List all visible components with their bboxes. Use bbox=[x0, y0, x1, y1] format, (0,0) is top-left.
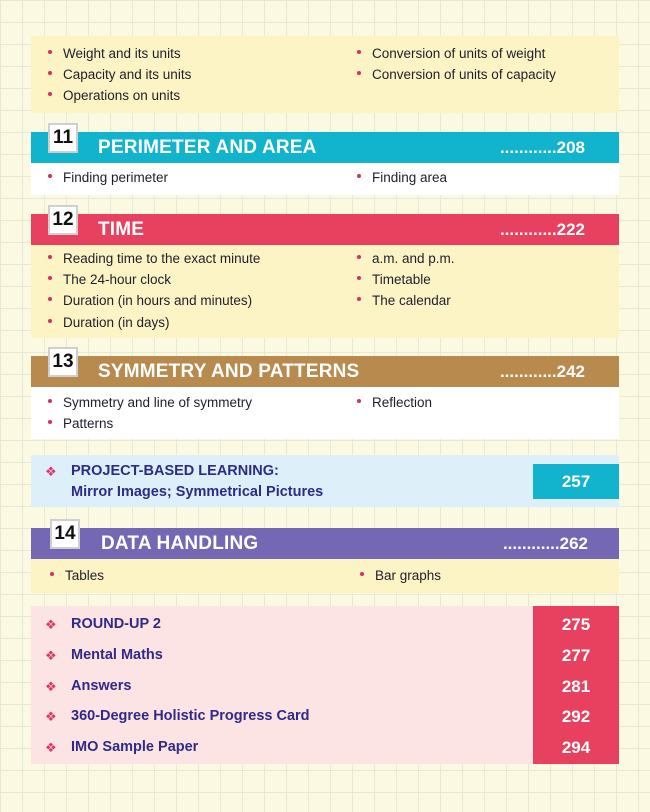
extra-item-page: 275 bbox=[561, 615, 591, 634]
topic-item: The 24-hour clock bbox=[48, 272, 171, 287]
diamond-bullet-icon: ❖ bbox=[45, 464, 57, 479]
chapter-page: ............242 bbox=[499, 362, 585, 381]
diamond-bullet-icon: ❖ bbox=[45, 679, 57, 694]
topic-item: Weight and its units bbox=[48, 46, 181, 61]
extra-item-label[interactable]: ROUND-UP 2 bbox=[71, 616, 161, 632]
chapter-title: SYMMETRY AND PATTERNS bbox=[98, 361, 360, 382]
topic-item: Symmetry and line of symmetry bbox=[48, 395, 252, 410]
chapter-number: 14 bbox=[50, 519, 80, 549]
extra-item-label[interactable]: 360-Degree Holistic Progress Card bbox=[71, 708, 310, 724]
chapter-title: TIME bbox=[98, 219, 145, 240]
extra-item-label[interactable]: Answers bbox=[71, 678, 132, 694]
extra-item-label[interactable]: IMO Sample Paper bbox=[71, 739, 199, 755]
topic-item: Capacity and its units bbox=[48, 67, 191, 82]
diamond-bullet-icon: ❖ bbox=[45, 648, 57, 663]
extra-item-page: 277 bbox=[561, 646, 591, 665]
topic-item: Finding perimeter bbox=[48, 170, 168, 185]
topic-item: Duration (in days) bbox=[48, 315, 170, 330]
topic-item: Tables bbox=[50, 568, 104, 583]
chapter-12-heading[interactable] bbox=[31, 209, 619, 245]
chapter-13-heading[interactable] bbox=[31, 351, 619, 387]
topic-item: Timetable bbox=[357, 272, 431, 287]
extra-item-label[interactable]: Mental Maths bbox=[71, 647, 163, 663]
project-subtitle: Mirror Images; Symmetrical Pictures bbox=[71, 484, 324, 500]
diamond-bullet-icon: ❖ bbox=[45, 740, 57, 755]
topic-item: Patterns bbox=[48, 416, 113, 431]
chapter-page: ............222 bbox=[499, 220, 585, 239]
topic-item: Conversion of units of capacity bbox=[357, 67, 556, 82]
topic-item: Reading time to the exact minute bbox=[48, 251, 260, 266]
extra-item-page: 281 bbox=[561, 677, 591, 696]
project-page-badge: 257 bbox=[533, 464, 619, 499]
chapter-11-heading[interactable] bbox=[31, 127, 619, 163]
chapter-14-heading[interactable] bbox=[31, 523, 619, 559]
extra-item-page: 294 bbox=[561, 738, 591, 757]
topic-item: Operations on units bbox=[48, 88, 180, 103]
topic-item: Duration (in hours and minutes) bbox=[48, 293, 252, 308]
topic-item: Conversion of units of weight bbox=[357, 46, 545, 61]
chapter-page: ............262 bbox=[502, 534, 588, 553]
topic-item: Reflection bbox=[357, 395, 432, 410]
chapter-number: 12 bbox=[48, 205, 78, 235]
diamond-bullet-icon: ❖ bbox=[45, 617, 57, 632]
topic-item: Bar graphs bbox=[360, 568, 441, 583]
extra-item-page: 292 bbox=[561, 707, 591, 726]
project-title: PROJECT-BASED LEARNING: bbox=[71, 463, 279, 479]
chapter-14-topics bbox=[31, 559, 619, 593]
chapter-title: PERIMETER AND AREA bbox=[98, 137, 317, 158]
diamond-bullet-icon: ❖ bbox=[45, 709, 57, 724]
topic-item: The calendar bbox=[357, 293, 451, 308]
chapter-title: DATA HANDLING bbox=[101, 533, 259, 554]
chapter-page: ............208 bbox=[499, 138, 585, 157]
chapter-number: 13 bbox=[48, 347, 78, 377]
chapter-number: 11 bbox=[48, 123, 78, 153]
topic-item: a.m. and p.m. bbox=[357, 251, 455, 266]
topic-item: Finding area bbox=[357, 170, 447, 185]
